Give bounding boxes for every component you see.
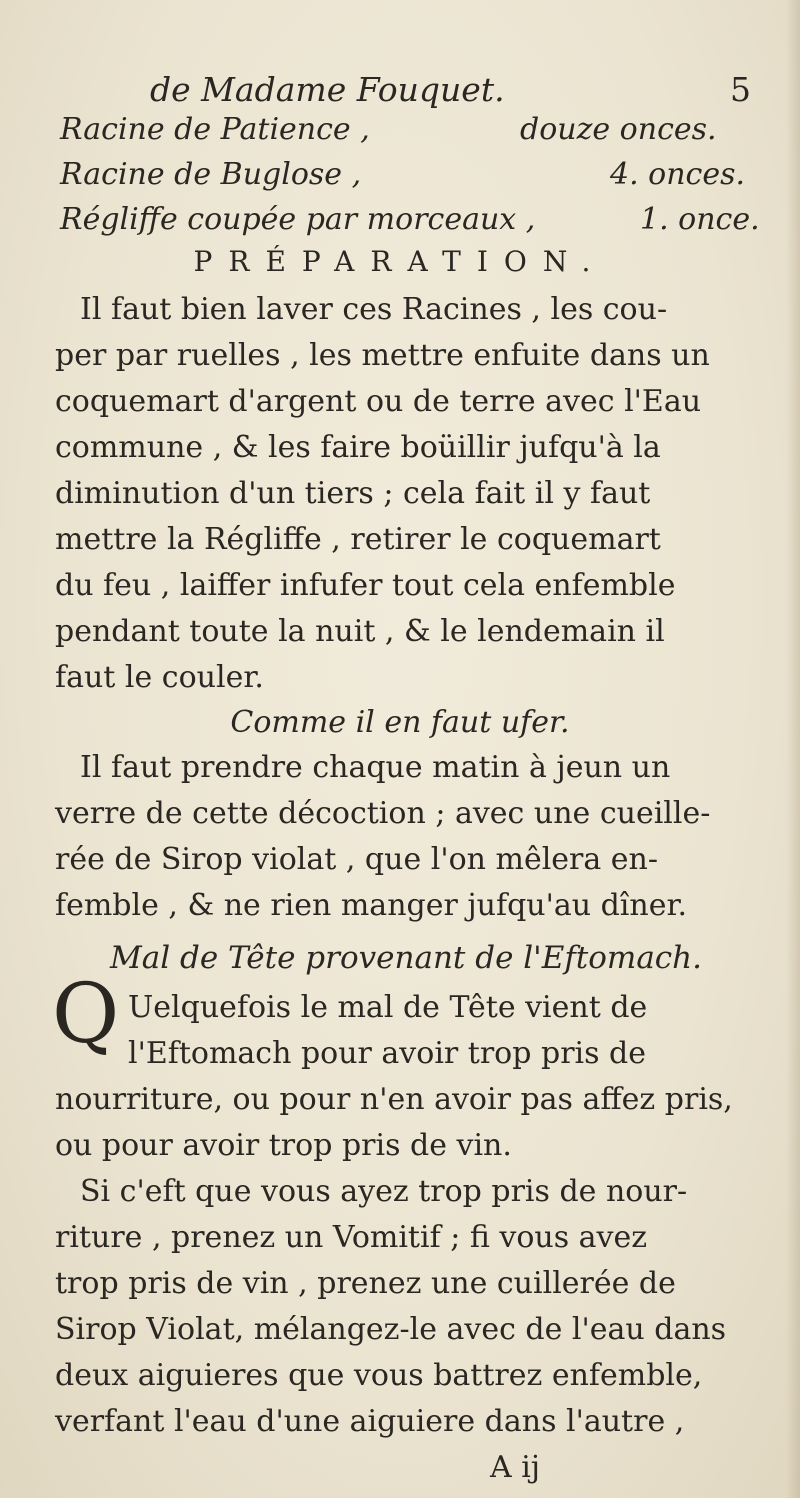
section-heading: Comme il en faut ufer. xyxy=(230,705,570,740)
section-heading: PRÉPARATION. xyxy=(193,245,607,278)
text-line: diminution d'un tiers ; cela fait il y faut xyxy=(55,476,651,511)
page-number: 5 xyxy=(730,70,751,109)
ingredient-name: Racine de Buglose , xyxy=(60,157,362,192)
text-line: verre de cette décoction ; avec une cueille- xyxy=(55,796,711,831)
ingredient-name: Racine de Patience , xyxy=(60,112,370,147)
text-line: nourriture, ou pour n'en avoir pas affez pris, xyxy=(55,1082,733,1117)
text-line: du feu , laiffer infufer tout cela enfemble xyxy=(55,568,676,603)
text-line: coquemart d'argent ou de terre avec l'Eau xyxy=(55,384,702,419)
text-line: verfant l'eau d'une aiguiere dans l'autre , xyxy=(55,1404,685,1439)
text-line: deux aiguieres que vous battrez enfemble, xyxy=(55,1358,703,1393)
text-line: mettre la Régliffe , retirer le coquemart xyxy=(55,522,661,557)
ingredient-name: Régliffe coupée par morceaux , xyxy=(60,202,536,237)
text-line: Uelquefois le mal de Tête vient de xyxy=(128,990,648,1025)
text-line: riture , prenez un Vomitif ; fi vous avez xyxy=(55,1220,648,1255)
ingredient-qty: 4. onces. xyxy=(610,157,746,192)
section-heading: Mal de Tête provenant de l'Eftomach. xyxy=(110,940,702,976)
text-line: faut le couler. xyxy=(55,660,264,695)
drop-cap: Q xyxy=(52,967,120,1062)
page-edge-shadow xyxy=(786,0,800,1498)
text-line: rée de Sirop violat , que l'on mêlera en- xyxy=(55,842,659,877)
text-line: femble , & ne rien manger jufqu'au dîner. xyxy=(55,888,688,923)
running-title: de Madame Fouquet. xyxy=(150,70,505,109)
text-line: trop pris de vin , prenez une cuillerée de xyxy=(55,1266,676,1301)
text-line: ou pour avoir trop pris de vin. xyxy=(55,1128,512,1163)
text-line: pendant toute la nuit , & le lendemain il xyxy=(55,614,665,649)
text-line: Si c'eft que vous ayez trop pris de nour- xyxy=(80,1174,688,1209)
text-line: per par ruelles , les mettre enfuite dans un xyxy=(55,338,710,373)
ingredient-qty: douze onces. xyxy=(520,112,717,147)
text-line: Il faut prendre chaque matin à jeun un xyxy=(80,750,671,785)
signature-mark: A ij xyxy=(490,1450,541,1485)
text-line: Sirop Violat, mélangez-le avec de l'eau dans xyxy=(55,1312,727,1347)
text-line: Il faut bien laver ces Racines , les cou- xyxy=(80,292,668,327)
text-line: commune , & les faire boüillir jufqu'à la xyxy=(55,430,661,465)
text-line: l'Eftomach pour avoir trop pris de xyxy=(128,1036,647,1071)
ingredient-qty: 1. once. xyxy=(640,202,760,237)
